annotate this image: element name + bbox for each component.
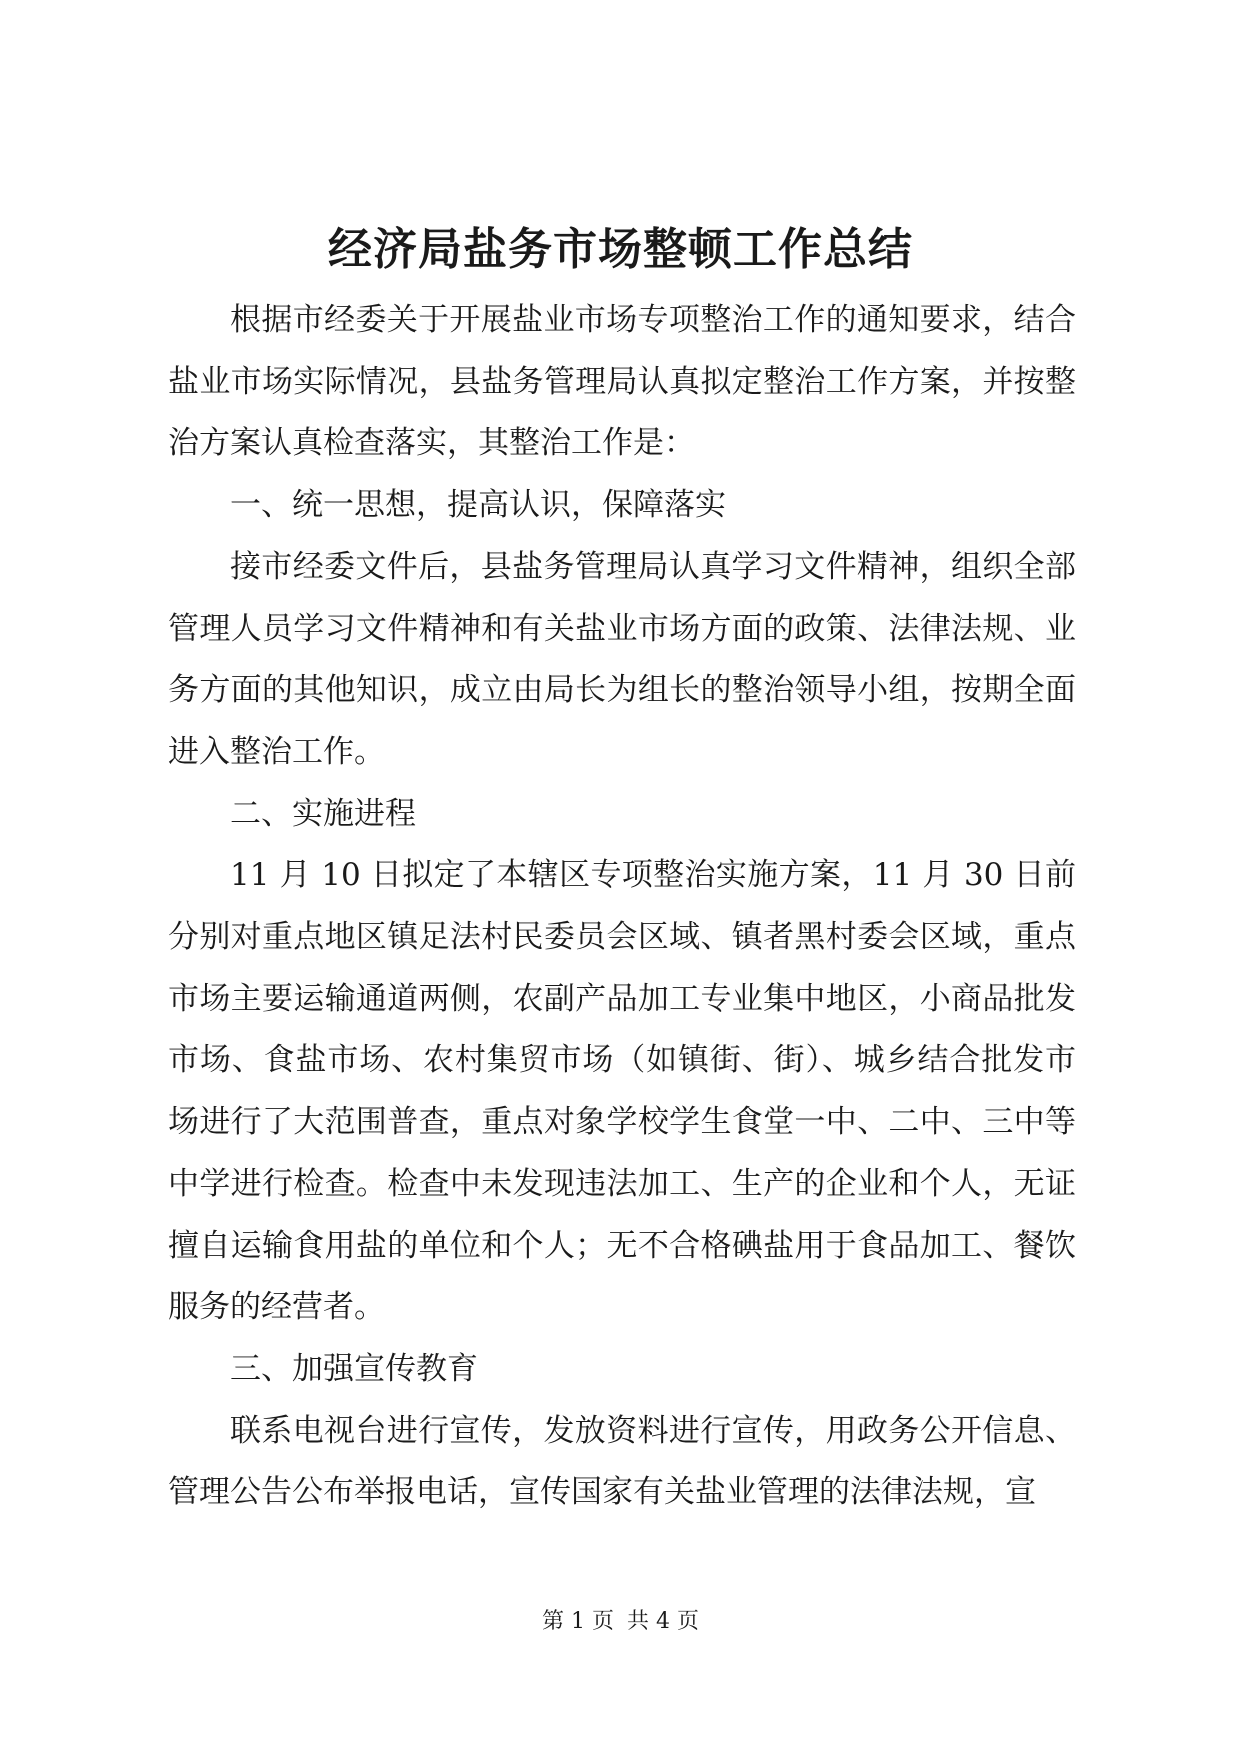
section-2-paragraph: 11 月 10 日拟定了本辖区专项整治实施方案，11 月 30 日前分别对重点地区镇足法村民委员会区域、镇者黑村委会区域，重点市场主要运输通道两侧，农副产品加工专业集中地区，小商品批发市场、食盐市场、农村集贸市场（如镇街、街）、城乡结合批发市场进行了大范围普查，重点对象学校学生食堂一中、二中、三中等中学进行检查。检查中未发现违法加工、生产的企业和个人，无证擅自运输食用盐的单位和个人；无不合格碘盐用于食品加工、餐饮服务的经营者。 bbox=[168, 857, 1076, 1326]
page-total: 共 4 页 bbox=[627, 1609, 699, 1634]
section-heading-3: 三、加强宣传教育 bbox=[230, 1350, 478, 1387]
document-body bbox=[168, 290, 1076, 1524]
section-1-paragraph: 接市经委文件后，县盐务管理局认真学习文件精神，组织全部管理人员学习文件精神和有关盐业市场方面的政策、法律法规、业务方面的其他知识，成立由局长为组长的整治领导小组，按期全面进入整治工作。 bbox=[168, 548, 1076, 770]
intro-paragraph: 根据市经委关于开展盐业市场专项整治工作的通知要求，结合盐业市场实际情况，县盐务管理局认真拟定整治工作方案，并按整治方案认真检查落实，其整治工作是： bbox=[168, 302, 1076, 462]
document-title: 经济局盐务市场整顿工作总结 bbox=[328, 224, 913, 275]
page-footer bbox=[0, 1607, 1241, 1637]
section-heading-2: 二、实施进程 bbox=[230, 795, 416, 832]
section-3-paragraph: 联系电视台进行宣传，发放资料进行宣传，用政务公开信息、管理公告公布举报电话，宣传国家有关盐业管理的法律法规，宣 bbox=[168, 1412, 1076, 1511]
page-number: 第 1 页 bbox=[542, 1609, 614, 1634]
section-heading-1: 一、统一思想，提高认识，保障落实 bbox=[230, 487, 726, 524]
